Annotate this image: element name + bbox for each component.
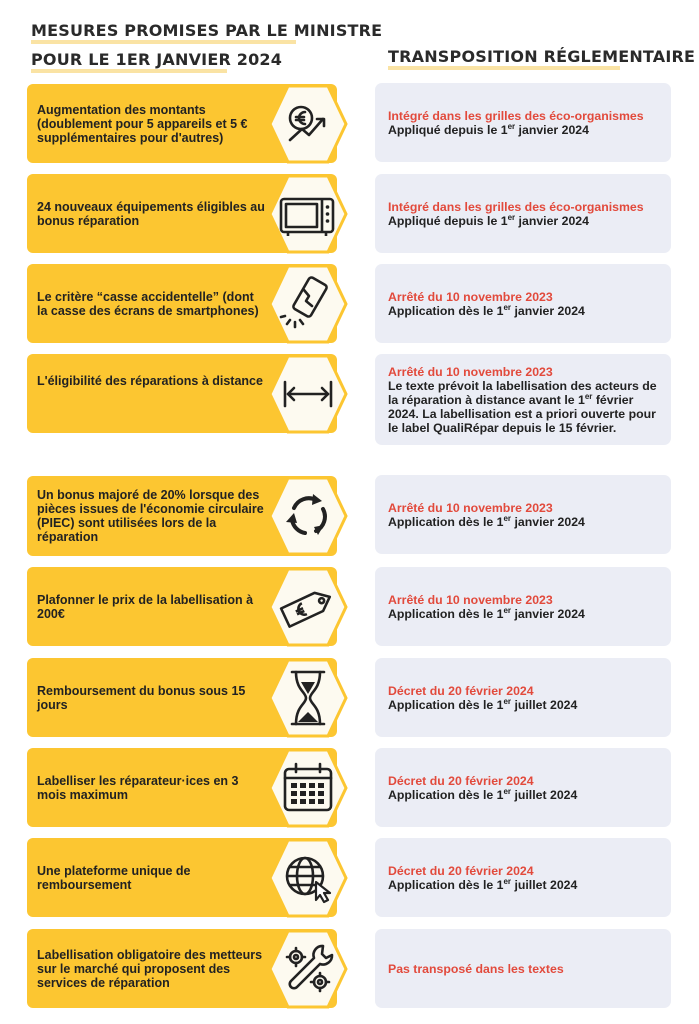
transposition-reference: Arrêté du 10 novembre 2023 xyxy=(388,500,553,515)
left-header-line1: MESURES PROMISES PAR LE MINISTRE xyxy=(31,21,383,40)
transposition-text: Application dès le 1er juillet 2024 xyxy=(388,876,578,892)
transposition-text: Appliqué depuis le 1er janvier 2024 xyxy=(388,121,589,137)
header-highlight xyxy=(31,69,227,73)
measure-text: 24 nouveaux équipements éligibles au bonus réparation xyxy=(37,199,265,228)
transposition-reference: Décret du 20 février 2024 xyxy=(388,863,534,878)
euro-growth-icon xyxy=(268,84,348,164)
transposition-card xyxy=(375,567,671,646)
price-tag-icon xyxy=(268,567,348,647)
measure-text: Un bonus majoré de 20% lorsque des pièces issues de l'économie circulaire (PIEC) sont utilisées lors de la réparation xyxy=(37,488,264,544)
transposition-card xyxy=(375,264,671,343)
recycle-arrows-icon xyxy=(268,476,348,556)
measure-text: L'éligibilité des réparations à distance xyxy=(37,374,263,388)
measure-text: Labellisation obligatoire des metteurs sur le marché qui proposent des services de réparation xyxy=(37,947,263,990)
transposition-card xyxy=(375,748,671,827)
transposition-text: Application dès le 1er juillet 2024 xyxy=(388,696,578,712)
measure-text: Le critère “casse accidentelle” (dont la casse des écrans de smartphones) xyxy=(37,289,259,318)
distance-arrow-icon xyxy=(268,354,348,434)
transposition-reference: Décret du 20 février 2024 xyxy=(388,773,534,788)
right-header: TRANSPOSITION RÉGLEMENTAIRE xyxy=(388,47,696,66)
measure-text: Augmentation des montants (doublement pour 5 appareils et 5 € supplémentaires pour d'autres) xyxy=(37,102,248,145)
transposition-card xyxy=(375,838,671,917)
transposition-reference: Arrêté du 10 novembre 2023 xyxy=(388,289,553,304)
header-highlight xyxy=(388,66,620,70)
transposition-text: Application dès le 1er janvier 2024 xyxy=(388,605,585,621)
broken-phone-icon xyxy=(268,264,348,344)
measure-text: Remboursement du bonus sous 15 jours xyxy=(37,683,246,712)
hourglass-icon xyxy=(268,658,348,738)
transposition-reference: Arrêté du 10 novembre 2023 xyxy=(388,592,553,607)
transposition-text: Appliqué depuis le 1er janvier 2024 xyxy=(388,212,589,228)
measure-text: Labelliser les réparateur·ices en 3 mois maximum xyxy=(37,773,239,802)
microwave-icon xyxy=(268,174,348,254)
globe-cursor-icon xyxy=(268,838,348,918)
transposition-reference: Intégré dans les grilles des éco-organismes xyxy=(388,199,644,214)
left-header-line2: POUR LE 1ER JANVIER 2024 xyxy=(31,50,283,69)
transposition-reference: Intégré dans les grilles des éco-organismes xyxy=(388,108,644,123)
transposition-card xyxy=(375,354,671,445)
transposition-card xyxy=(375,658,671,737)
transposition-text: Application dès le 1er juillet 2024 xyxy=(388,786,578,802)
transposition-text: Application dès le 1er janvier 2024 xyxy=(388,302,585,318)
measure-text: Plafonner le prix de la labellisation à 200€ xyxy=(37,592,254,621)
tools-icon xyxy=(268,929,348,1009)
transposition-card xyxy=(375,174,671,253)
transposition-card xyxy=(375,83,671,162)
transposition-card xyxy=(375,475,671,554)
measure-text: Une plateforme unique de remboursement xyxy=(37,863,191,892)
transposition-reference: Décret du 20 février 2024 xyxy=(388,683,534,698)
transposition-text: Le texte prévoit la labellisation des acteurs de la réparation à distance avant le 1er février 2024. La labellisation est a priori ouverte pour le label QualiRépar depuis le 15 février. xyxy=(388,378,657,435)
header-highlight xyxy=(31,40,296,44)
transposition-reference: Arrêté du 10 novembre 2023 xyxy=(388,364,553,379)
transposition-reference: Pas transposé dans les textes xyxy=(388,961,564,976)
transposition-text: Application dès le 1er janvier 2024 xyxy=(388,513,585,529)
transposition-card xyxy=(375,929,671,1008)
calendar-icon xyxy=(268,748,348,828)
